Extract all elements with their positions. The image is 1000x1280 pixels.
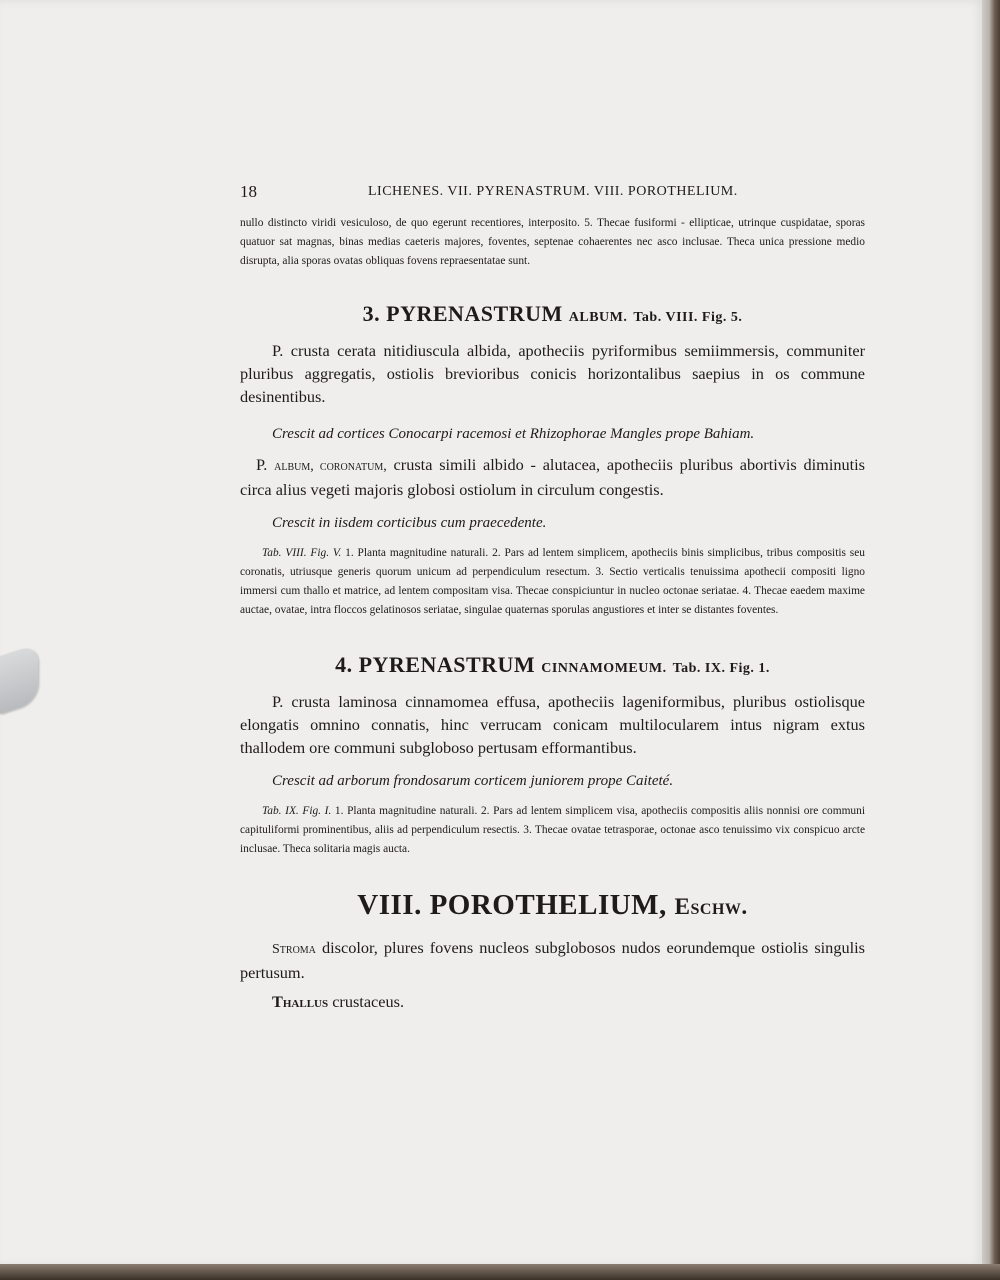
page-number: 18 xyxy=(240,182,257,201)
figure-ref: Tab. IX. Fig. I. xyxy=(262,805,332,817)
figure-text: 1. Planta magnitudine naturali. 2. Pars ad lentem simplicem, apotheciis binis simplicibus, tribus compositis seu coronatis, utriusque generis quorum unicum ad perpendiculum resectum. 3. Sectio verticalis tenuissima apothecii compositi ligno immersi cum thallo et matrice, ad lentem compositam visa. Thecae conspiciuntur in nucleo octonae seriatae. 4. Thecae eaedem maxime auctae, ovatae, intra floccos gelatinosos seriatae, singulae quaternas sporulas angustiores et inter se distantes foventes. xyxy=(240,547,865,616)
genus-heading xyxy=(240,889,865,922)
species-3-heading xyxy=(240,301,865,327)
page-content xyxy=(240,180,865,1013)
page-header xyxy=(240,180,865,208)
page-bottom-edge xyxy=(0,1264,1000,1280)
species-3-number: 3. PYRENASTRUM xyxy=(362,301,563,326)
species-4-description: P. crusta laminosa cinnamomea effusa, apotheciis lageniformibus, pluribus ostiolisque elongatis omnino connatis, hinc verrucam conicam multilocularem intus nigram extus thallodem ore communi subgloboso pertusam efformantibus. xyxy=(240,692,865,757)
species-3-description: P. crusta cerata nitidiuscula albida, apotheciis pyriformibus semiimmersis, communiter pluribus aggregatis, ostiolis brevioribus conicis horizontalibus saepius in os commune desinentibus. xyxy=(240,341,865,406)
species-3-tab: Tab. VIII. Fig. 5. xyxy=(633,310,743,325)
species-4-tab: Tab. IX. Fig. 1. xyxy=(672,661,770,676)
variety-prefix: P. xyxy=(256,455,268,474)
stroma-text: discolor, plures fovens nucleos subglobosos nudos eorundemque ostiolis singulis pertusum. xyxy=(240,938,865,982)
species-3-variety-habitat: Crescit in iisdem corticibus cum praecedente. xyxy=(272,515,547,531)
species-3-name: ALBUM. xyxy=(568,310,628,325)
thallus-paragraph xyxy=(240,990,865,1013)
thallus-text: crustaceus. xyxy=(332,992,405,1011)
figure-text: 1. Planta magnitudine naturali. 2. Pars ad lentem simplicem visa, apotheciis compositis aliis nonnisi ore communi capituliformi prominentibus, aliis ad perpendiculum resectis. 3. Thecae ovatae tetrasporae, octonae asco tenuissimo vix conspicuo arcte inclusae. Theca solitaria magis aucta. xyxy=(240,805,865,855)
species-3-figure-caption xyxy=(240,544,865,620)
intro-paragraph: nullo distincto viridi vesiculoso, de quo egerunt recentiores, interposito. 5. Thecae fusiformi - ellipticae, utrinque cuspidatae, sporas quatuor sat magnas, binas medias caeteris majores, foventes, septenae cohaerentes nec asco inclusae. Theca unica pressione medio disrupta, alia sporas ovatas obliquas fovens repraesentatae sunt. xyxy=(240,217,865,267)
genus-author: Eschw. xyxy=(674,894,748,920)
species-4-name: CINNAMOMEUM. xyxy=(541,661,667,676)
figure-ref: Tab. VIII. Fig. V. xyxy=(262,547,342,559)
variety-text: crusta simili albido - alutacea, apotheciis pluribus abortivis diminutis circa alius vegeti majoris globosi ostiolum in circulum congestis. xyxy=(240,455,866,499)
species-4-habitat: Crescit ad arborum frondosarum corticem juniorem prope Caiteté. xyxy=(272,773,674,789)
stroma-label: Stroma xyxy=(272,942,316,957)
variety-name: album, coronatum, xyxy=(274,459,387,474)
genus-title: VIII. POROTHELIUM, xyxy=(357,889,667,921)
species-4-number: 4. PYRENASTRUM xyxy=(335,652,536,677)
stroma-paragraph xyxy=(240,936,865,984)
running-head: LICHENES. VII. PYRENASTRUM. VIII. POROTHELIUM. xyxy=(368,184,738,199)
species-4-figure-caption xyxy=(240,802,865,859)
species-3-variety xyxy=(240,453,865,501)
species-3-habitat: Crescit ad cortices Conocarpi racemosi et Rhizophorae Mangles prope Bahiam. xyxy=(272,426,755,442)
species-4-heading xyxy=(240,652,865,678)
thallus-label: Thallus xyxy=(272,992,329,1011)
page-fore-edge xyxy=(982,0,1000,1280)
